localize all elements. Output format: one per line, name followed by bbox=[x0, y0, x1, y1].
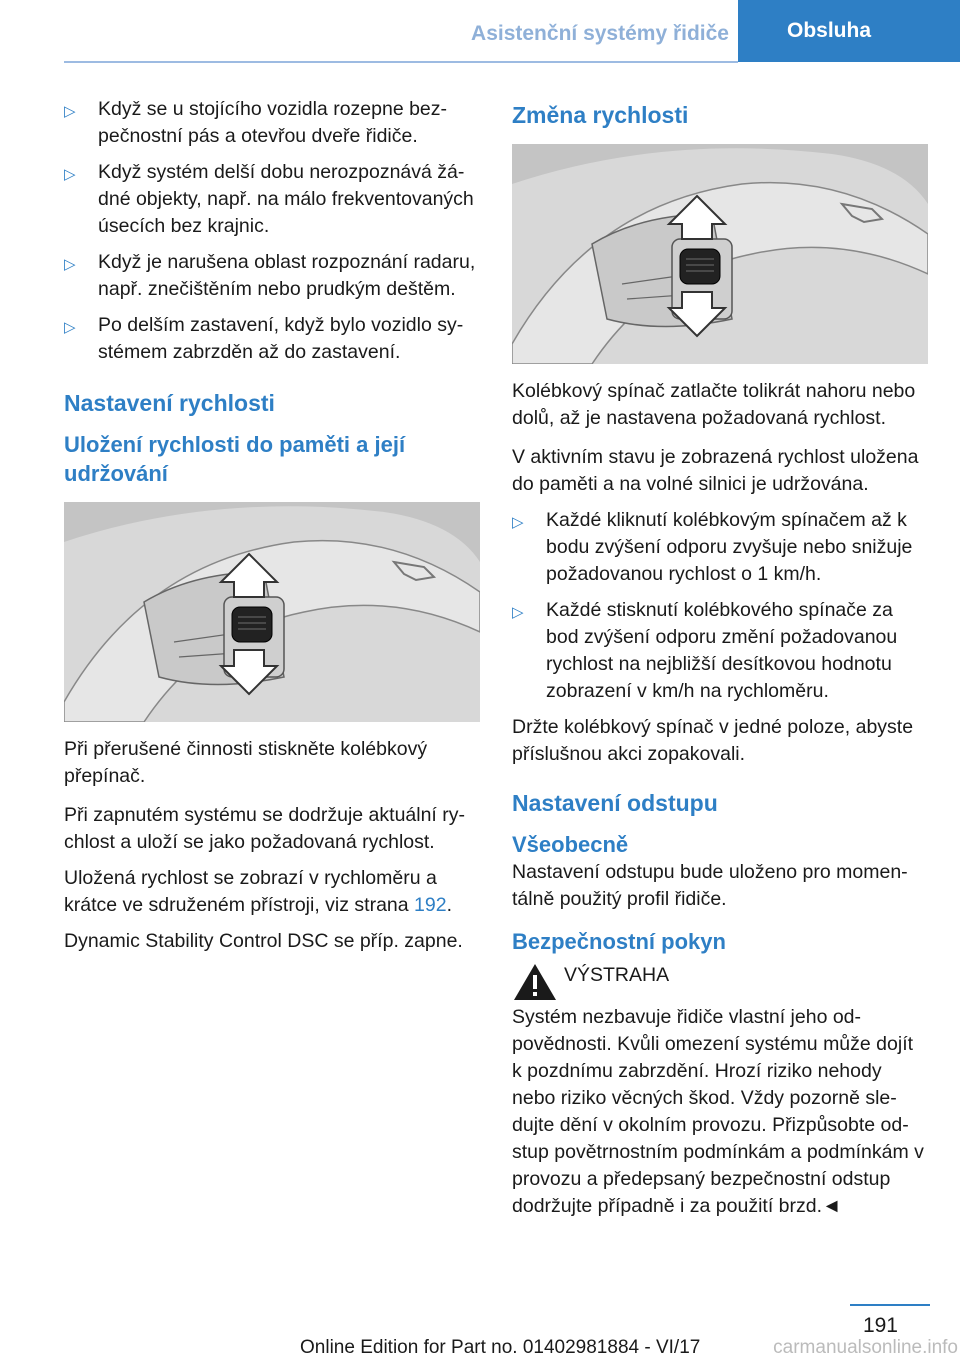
paragraph: Nastavení odstupu bude uloženo pro momentálně použitý profil řidiče. bbox=[512, 861, 908, 910]
warning-text: Systém nezbavuje řidiče vlastní jeho odpovědnosti. Kvůli omezení systému může dojít k pozdnímu zabrzdění. Hrozí riziko nehody nebo riziko věcných škod. Vždy pozorně sledujte dění v okolním provozu. Přizpůsobte odstup povětrnostním podmínkám a podmínkám v provozu a předepsaný bezpečnostní odstup dodržujte případně i za použití brzd.◄ bbox=[512, 1006, 924, 1217]
chapter-tab[interactable]: Obsluha bbox=[738, 0, 960, 62]
steering-wheel-rocker-illustration bbox=[64, 502, 480, 722]
right-column bbox=[512, 96, 928, 1229]
list-item: ▷ Po delším zastavení, když bylo vozidlo systémem zabrzděn až do zastavení. bbox=[64, 312, 480, 366]
steering-wheel-rocker-illustration bbox=[512, 144, 928, 364]
triangle-bullet-icon: ▷ bbox=[64, 166, 76, 183]
triangle-bullet-icon: ▷ bbox=[64, 103, 76, 120]
paragraph: Dynamic Stability Control DSC se příp. zapne. bbox=[64, 930, 463, 952]
subheading-general: Všeobecně bbox=[512, 832, 629, 857]
list-item: ▷ Když je narušena oblast rozpoznání radaru, např. znečištěním nebo prudkým deštěm. bbox=[64, 249, 480, 303]
section-title: Asistenční systémy řidiče bbox=[471, 22, 729, 45]
page-header bbox=[0, 0, 960, 62]
paragraph: V aktivním stavu je zobrazená rychlost uložena do paměti a na volné silnici je udržována. bbox=[512, 446, 919, 495]
heading-speed-change: Změna rychlosti bbox=[512, 102, 689, 128]
warning-title: VÝSTRAHA bbox=[564, 964, 670, 986]
paragraph: Při zapnutém systému se dodržuje aktuální rychlost a uloží se jako požadovaná rychlost. bbox=[64, 804, 466, 853]
triangle-bullet-icon: ▷ bbox=[64, 319, 76, 336]
list-item: ▷ Každé stisknutí kolébkového spínače za bod zvýšení odporu změní požadovanou rychlost na nejbližší desítkovou hodnotu zobrazení v km/h na rychloměru. bbox=[512, 597, 928, 705]
triangle-bullet-icon: ▷ bbox=[64, 256, 76, 273]
edition-text: Online Edition for Part no. 01402981884 - VI/17 bbox=[300, 1337, 701, 1358]
header-divider bbox=[64, 61, 738, 63]
paragraph: Držte kolébkový spínač v jedné poloze, abyste příslušnou akci zopakovali. bbox=[512, 716, 914, 765]
list-item: ▷ Když se u stojícího vozidla rozepne bezpečnostní pás a otevřou dveře řidiče. bbox=[64, 96, 480, 150]
subheading-store-speed: Uložení rychlosti do paměti a její udržování bbox=[64, 432, 406, 486]
warning-block bbox=[512, 962, 928, 1002]
heading-distance-setting: Nastavení odstupu bbox=[512, 790, 718, 816]
list-item: ▷ Když systém delší dobu nerozpoznává žádné objekty, např. na málo frekventovaných úsecích bez krajnic. bbox=[64, 159, 480, 240]
page-number: 191 bbox=[862, 1314, 898, 1337]
page-link[interactable]: 192 bbox=[414, 894, 447, 916]
warning-triangle-icon bbox=[512, 962, 558, 1002]
paragraph: Kolébkový spínač zatlačte tolikrát nahoru nebo dolů, až je nastavena požadovaná rychlost. bbox=[512, 380, 916, 429]
triangle-bullet-icon: ▷ bbox=[512, 514, 524, 531]
watermark: carmanualsonline.info bbox=[773, 1337, 958, 1358]
heading-speed-setting: Nastavení rychlosti bbox=[64, 390, 275, 416]
triangle-bullet-icon: ▷ bbox=[512, 604, 524, 621]
subheading-safety: Bezpečnostní pokyn bbox=[512, 929, 726, 954]
left-column bbox=[64, 96, 480, 964]
list-item: ▷ Každé kliknutí kolébkovým spínačem až k bodu zvýšení odporu zvyšuje nebo snižuje požadovanou rychlost o 1 km/h. bbox=[512, 507, 928, 588]
paragraph: Při přerušené činnosti stiskněte kolébkový přepínač. bbox=[64, 738, 428, 787]
footer-divider bbox=[850, 1304, 930, 1306]
paragraph: Uložená rychlost se zobrazí v rychloměru a krátce ve sdruženém přístroji, viz strana 192. bbox=[64, 867, 453, 916]
